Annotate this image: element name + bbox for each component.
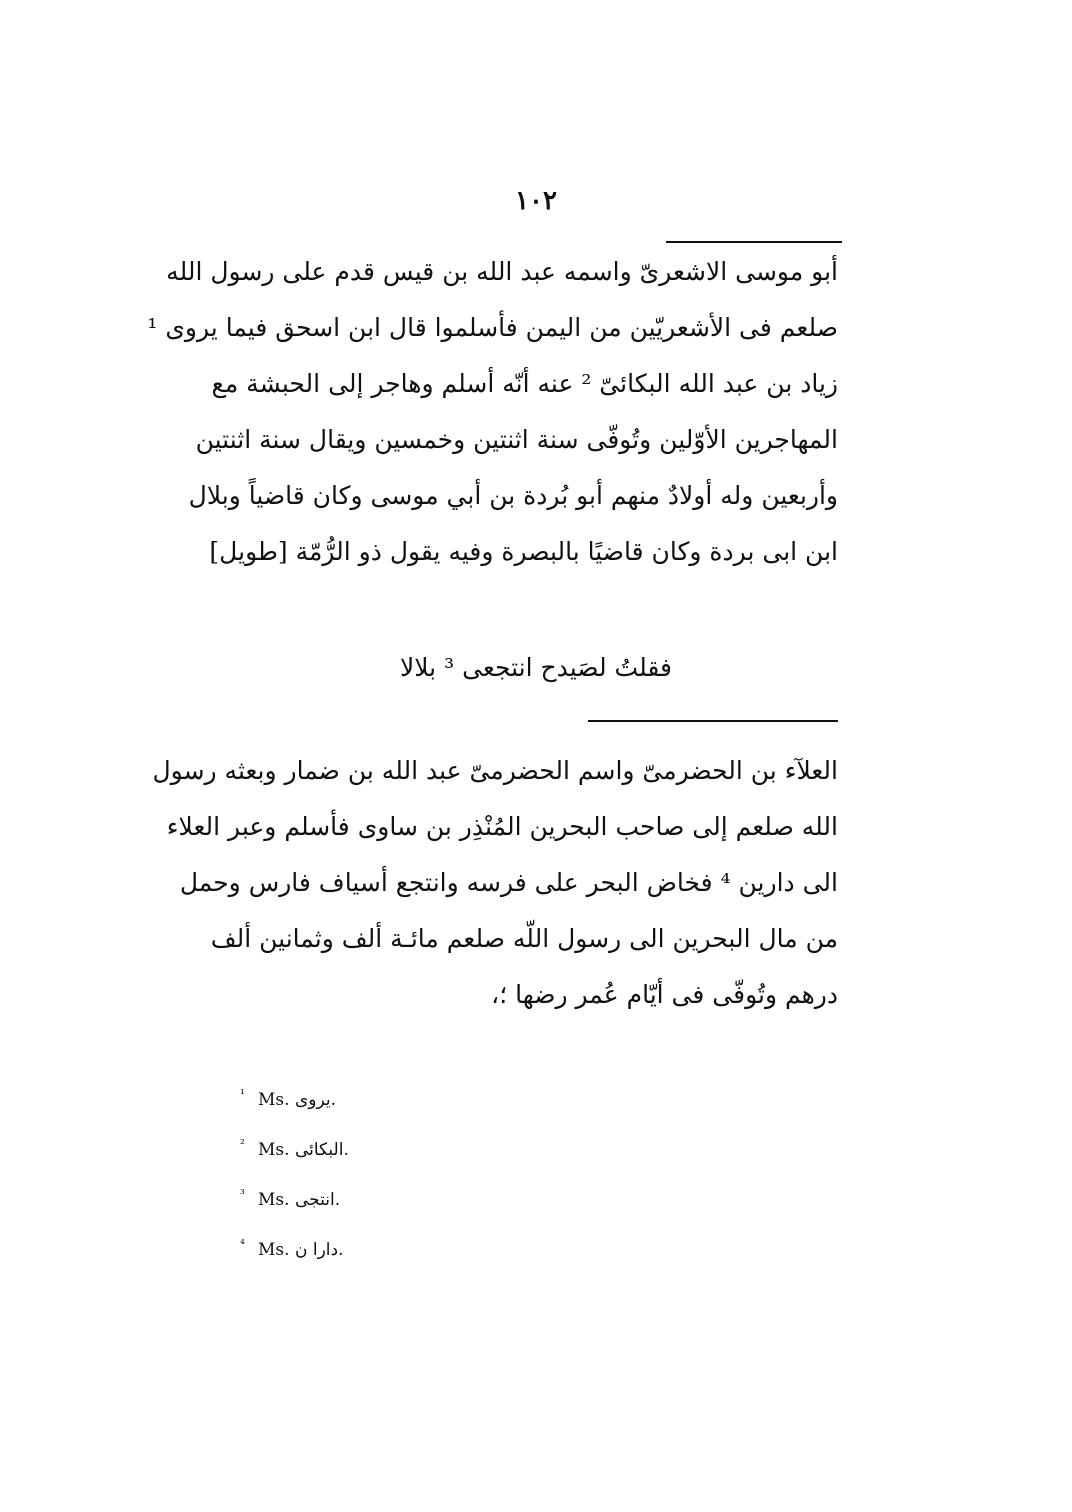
footnote — [240, 1130, 540, 1180]
text-line: وأربعين وله أولادٌ منهم أبو بُردة بن أبي موسى وكان قاضياً وبلال — [188, 481, 838, 510]
footnote — [240, 1180, 540, 1230]
text-line: ابن ابى بردة وكان قاضيًا بالبصرة وفيه يقول ذو الرُّمّة [طويل] — [209, 537, 838, 566]
footnote-marker: ¹ — [240, 1087, 245, 1101]
footnote-marker: ³ — [240, 1187, 245, 1201]
footnote-text: Ms. دارا ن. — [258, 1240, 344, 1260]
entry-rule-1 — [666, 241, 842, 243]
text-line: العلآء بن الحضرمىّ واسم الحضرمىّ عبد الله بن ضمار وبعثه رسول — [152, 756, 838, 785]
text-line: أبو موسى الاشعرىّ واسمه عبد الله بن قيس قدم على رسول الله — [166, 257, 838, 286]
text-line: من مال البحرين الى رسول اللّه صلعم مائـة ألف وثمانين ألف — [210, 924, 838, 953]
entry-al-ala — [152, 743, 838, 1023]
text-line: زياد بن عبد الله البكائىّ ² عنه أنّه أسلم وهاجر إلى الحبشة مع — [211, 369, 838, 398]
footnote-marker: ² — [240, 1137, 245, 1151]
text-line: صلعم فى الأشعريّين من اليمن فأسلموا قال ابن اسحق فيما يروى ¹ — [147, 313, 838, 342]
text-line: الله صلعم إلى صاحب البحرين المُنْذِر بن ساوى فأسلم وعبر العلاء — [166, 812, 838, 841]
text-line: المهاجرين الأوّلين وتُوفّى سنة اثنتين وخمسين ويقال سنة اثنتين — [195, 425, 838, 454]
footnote — [240, 1080, 540, 1130]
footnote-text: Ms. انتجى. — [258, 1190, 341, 1210]
footnotes — [240, 1080, 540, 1280]
footnote-text: Ms. يروى. — [258, 1090, 336, 1110]
verse-line: فقلتُ لصَيدح انتجعى ³ بلالا — [400, 653, 672, 682]
footnote-marker: ⁴ — [240, 1237, 245, 1251]
page-number: ١٠٢ — [515, 186, 557, 216]
footnote-text: Ms. البكائى. — [258, 1140, 349, 1160]
text-line: درهم وتُوفّى فى أيّام عُمر رضها ؛، — [491, 980, 838, 1009]
text-line: الى دارين ⁴ فخاض البحر على فرسه وانتجع أسياف فارس وحمل — [179, 868, 838, 897]
footnote — [240, 1230, 540, 1280]
entry-abu-musa — [147, 244, 838, 580]
entry-rule-2 — [588, 720, 838, 722]
